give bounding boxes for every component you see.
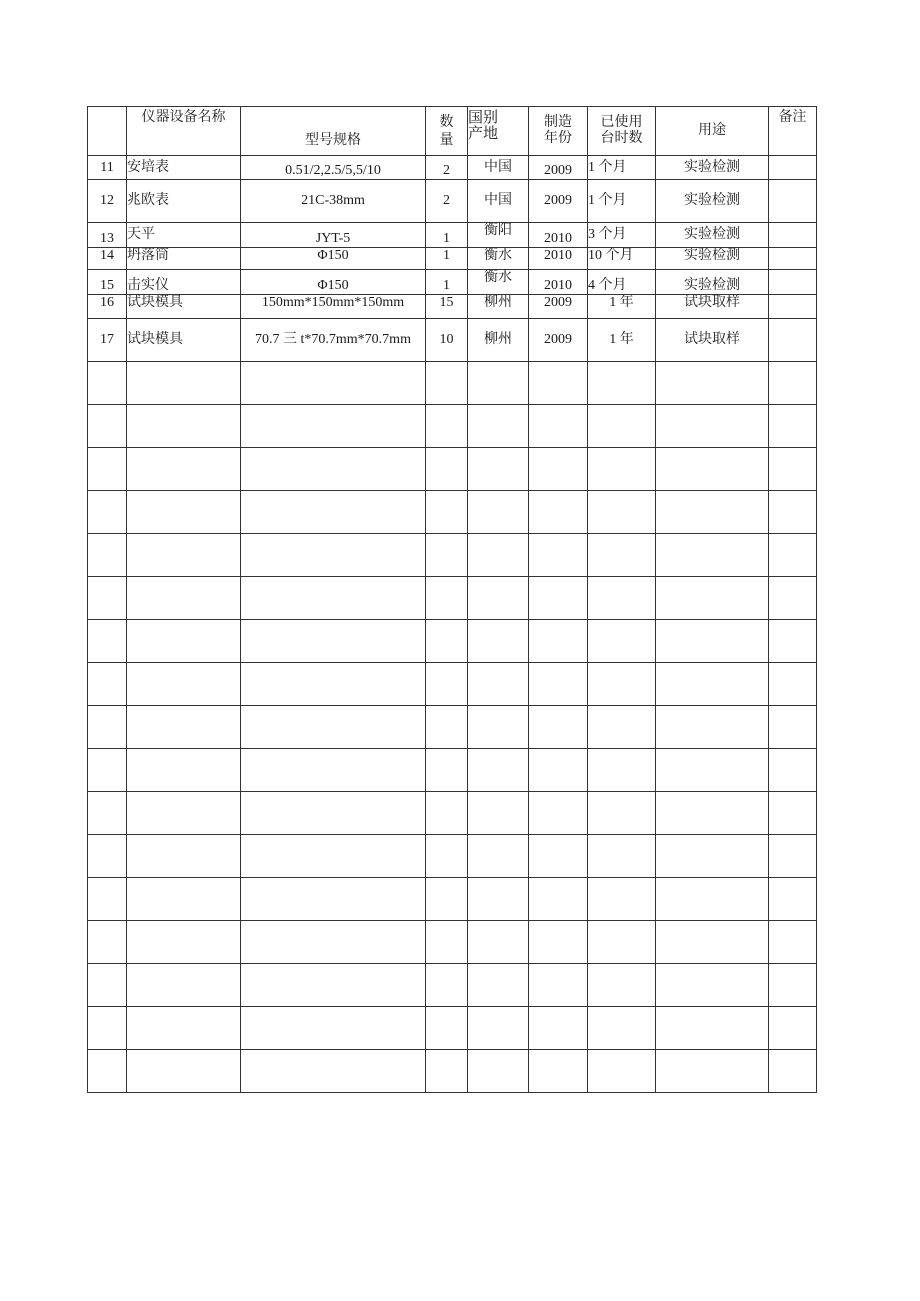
header-origin-line1: 国别 [468, 109, 499, 126]
empty-cell [588, 448, 656, 491]
empty-cell [656, 792, 769, 835]
empty-cell [588, 491, 656, 534]
empty-cell [588, 620, 656, 663]
header-used-line1: 已使用 [600, 115, 643, 130]
empty-cell [468, 964, 529, 1007]
empty-cell [656, 405, 769, 448]
cell-name: 坍落筒 [127, 248, 241, 270]
empty-cell [88, 491, 127, 534]
empty-cell [529, 534, 588, 577]
empty-cell [588, 878, 656, 921]
empty-cell [769, 1050, 817, 1093]
empty-cell [426, 620, 468, 663]
empty-cell [769, 405, 817, 448]
empty-cell [426, 491, 468, 534]
header-origin-line2: 产地 [468, 125, 499, 142]
empty-cell [529, 663, 588, 706]
empty-cell [529, 577, 588, 620]
empty-cell [241, 620, 426, 663]
empty-cell [769, 663, 817, 706]
empty-table-row [88, 1007, 817, 1050]
empty-cell [88, 921, 127, 964]
cell-used: 10 个月 [588, 248, 656, 270]
empty-cell [426, 1007, 468, 1050]
header-year-line1: 制造 [544, 115, 572, 130]
empty-cell [426, 534, 468, 577]
cell-name: 安培表 [127, 156, 241, 180]
cell-purpose: 实验检测 [656, 223, 769, 248]
empty-cell [468, 534, 529, 577]
cell-no: 13 [88, 223, 127, 248]
empty-cell [769, 921, 817, 964]
empty-cell [769, 1007, 817, 1050]
empty-cell [588, 706, 656, 749]
empty-cell [88, 835, 127, 878]
cell-year: 2009 [529, 156, 588, 180]
empty-cell [656, 1007, 769, 1050]
empty-cell [588, 405, 656, 448]
cell-year: 2010 [529, 223, 588, 248]
empty-cell [241, 1007, 426, 1050]
header-qty-line1: 数 [439, 115, 454, 130]
header-year-line2: 年份 [544, 131, 572, 146]
cell-year: 2009 [529, 319, 588, 362]
empty-cell [127, 1050, 241, 1093]
empty-cell [127, 749, 241, 792]
empty-table-row [88, 663, 817, 706]
cell-model: 21C-38mm [241, 180, 426, 223]
empty-cell [88, 577, 127, 620]
empty-table-row [88, 405, 817, 448]
empty-cell [88, 1050, 127, 1093]
cell-model: Φ150 [241, 270, 426, 295]
empty-cell [127, 921, 241, 964]
cell-qty: 2 [426, 180, 468, 223]
empty-cell [588, 663, 656, 706]
empty-cell [468, 663, 529, 706]
empty-cell [127, 534, 241, 577]
cell-origin: 柳州 [468, 319, 529, 362]
empty-cell [88, 620, 127, 663]
empty-cell [241, 663, 426, 706]
empty-cell [529, 405, 588, 448]
empty-table-row [88, 792, 817, 835]
empty-cell [241, 577, 426, 620]
empty-cell [769, 964, 817, 1007]
empty-cell [656, 577, 769, 620]
header-year [529, 107, 588, 156]
cell-purpose: 试块取样 [656, 319, 769, 362]
empty-cell [127, 362, 241, 405]
empty-cell [127, 792, 241, 835]
cell-used: 1 年 [588, 319, 656, 362]
empty-cell [241, 362, 426, 405]
empty-cell [656, 620, 769, 663]
header-origin [468, 107, 529, 156]
empty-table-row [88, 1050, 817, 1093]
empty-cell [468, 835, 529, 878]
equipment-table [87, 106, 817, 1093]
table-row [88, 295, 817, 319]
table-row [88, 180, 817, 223]
cell-origin: 中国 [468, 156, 529, 180]
empty-cell [426, 663, 468, 706]
empty-cell [656, 491, 769, 534]
empty-cell [529, 448, 588, 491]
empty-cell [656, 534, 769, 577]
empty-cell [241, 1050, 426, 1093]
empty-cell [426, 448, 468, 491]
cell-qty: 2 [426, 156, 468, 180]
cell-remarks [769, 156, 817, 180]
cell-no: 11 [88, 156, 127, 180]
empty-table-row [88, 878, 817, 921]
table-row [88, 156, 817, 180]
cell-purpose: 实验检测 [656, 270, 769, 295]
table-row [88, 270, 817, 295]
cell-origin: 柳州 [468, 295, 529, 319]
empty-cell [241, 405, 426, 448]
empty-cell [127, 577, 241, 620]
cell-qty: 10 [426, 319, 468, 362]
empty-cell [127, 964, 241, 1007]
empty-cell [426, 792, 468, 835]
empty-cell [529, 792, 588, 835]
cell-purpose: 试块取样 [656, 295, 769, 319]
empty-cell [656, 1050, 769, 1093]
table-row [88, 223, 817, 248]
table-row [88, 248, 817, 270]
empty-table-row [88, 749, 817, 792]
empty-cell [769, 620, 817, 663]
empty-cell [468, 620, 529, 663]
empty-cell [88, 749, 127, 792]
empty-table-row [88, 620, 817, 663]
cell-remarks [769, 223, 817, 248]
empty-cell [127, 663, 241, 706]
empty-cell [769, 749, 817, 792]
header-no [88, 107, 127, 156]
empty-table-row [88, 577, 817, 620]
empty-cell [127, 706, 241, 749]
cell-purpose: 实验检测 [656, 180, 769, 223]
header-remarks: 备注 [769, 107, 817, 156]
empty-table-row [88, 534, 817, 577]
header-qty [426, 107, 468, 156]
cell-used: 1 年 [588, 295, 656, 319]
cell-year: 2010 [529, 270, 588, 295]
empty-table-row [88, 921, 817, 964]
empty-table-row [88, 362, 817, 405]
empty-cell [769, 448, 817, 491]
cell-model: 150mm*150mm*150mm [241, 295, 426, 319]
cell-remarks [769, 248, 817, 270]
cell-no: 17 [88, 319, 127, 362]
empty-cell [468, 1050, 529, 1093]
table-row [88, 319, 817, 362]
header-name: 仪器设备名称 [127, 107, 241, 156]
empty-cell [529, 964, 588, 1007]
empty-cell [468, 706, 529, 749]
header-model: 型号规格 [241, 107, 426, 156]
cell-qty: 1 [426, 223, 468, 248]
cell-name: 试块模具 [127, 295, 241, 319]
cell-qty: 15 [426, 295, 468, 319]
header-used [588, 107, 656, 156]
cell-model: Φ150 [241, 248, 426, 270]
empty-cell [656, 448, 769, 491]
cell-used: 4 个月 [588, 270, 656, 295]
empty-cell [529, 921, 588, 964]
cell-year: 2009 [529, 295, 588, 319]
empty-cell [241, 448, 426, 491]
empty-cell [656, 921, 769, 964]
empty-table-row [88, 448, 817, 491]
empty-cell [588, 835, 656, 878]
empty-cell [88, 405, 127, 448]
cell-origin: 中国 [468, 180, 529, 223]
empty-cell [88, 792, 127, 835]
empty-cell [426, 878, 468, 921]
empty-cell [426, 921, 468, 964]
empty-cell [127, 405, 241, 448]
empty-cell [656, 749, 769, 792]
empty-cell [529, 878, 588, 921]
empty-cell [241, 749, 426, 792]
cell-model: 70.7 三 t*70.7mm*70.7mm [241, 319, 426, 362]
empty-cell [88, 964, 127, 1007]
empty-cell [656, 362, 769, 405]
empty-cell [241, 491, 426, 534]
cell-origin: 衡阳 [468, 223, 529, 248]
empty-cell [88, 448, 127, 491]
empty-cell [588, 362, 656, 405]
empty-cell [127, 448, 241, 491]
cell-remarks [769, 270, 817, 295]
empty-cell [769, 534, 817, 577]
empty-cell [88, 878, 127, 921]
empty-cell [588, 792, 656, 835]
empty-cell [529, 491, 588, 534]
empty-cell [468, 491, 529, 534]
cell-origin: 衡水 [468, 248, 529, 270]
empty-cell [241, 792, 426, 835]
empty-cell [426, 362, 468, 405]
empty-cell [529, 1050, 588, 1093]
empty-cell [241, 835, 426, 878]
empty-cell [468, 749, 529, 792]
empty-cell [468, 921, 529, 964]
header-qty-line2: 量 [439, 131, 454, 147]
empty-table-row [88, 964, 817, 1007]
empty-cell [769, 491, 817, 534]
empty-cell [769, 792, 817, 835]
cell-remarks [769, 180, 817, 223]
empty-cell [529, 1007, 588, 1050]
cell-name: 击实仪 [127, 270, 241, 295]
empty-cell [588, 577, 656, 620]
empty-cell [468, 405, 529, 448]
cell-no: 14 [88, 248, 127, 270]
empty-cell [769, 577, 817, 620]
cell-remarks [769, 295, 817, 319]
cell-no: 15 [88, 270, 127, 295]
empty-cell [426, 835, 468, 878]
empty-cell [529, 362, 588, 405]
cell-name: 兆欧表 [127, 180, 241, 223]
cell-origin: 衡水 [468, 270, 529, 295]
empty-cell [426, 749, 468, 792]
empty-cell [769, 878, 817, 921]
cell-used: 3 个月 [588, 223, 656, 248]
empty-cell [769, 706, 817, 749]
empty-table-row [88, 491, 817, 534]
cell-purpose: 实验检测 [656, 156, 769, 180]
empty-cell [88, 663, 127, 706]
empty-cell [769, 362, 817, 405]
empty-cell [529, 706, 588, 749]
cell-qty: 1 [426, 248, 468, 270]
header-used-line2: 台时数 [600, 131, 643, 146]
empty-cell [468, 1007, 529, 1050]
empty-cell [656, 663, 769, 706]
empty-cell [88, 1007, 127, 1050]
empty-cell [241, 964, 426, 1007]
empty-cell [656, 964, 769, 1007]
cell-year: 2010 [529, 248, 588, 270]
cell-year: 2009 [529, 180, 588, 223]
empty-cell [127, 620, 241, 663]
cell-purpose: 实验检测 [656, 248, 769, 270]
empty-cell [588, 534, 656, 577]
empty-cell [426, 1050, 468, 1093]
empty-cell [468, 448, 529, 491]
cell-no: 12 [88, 180, 127, 223]
empty-cell [529, 835, 588, 878]
empty-table-row [88, 706, 817, 749]
empty-cell [127, 1007, 241, 1050]
cell-qty: 1 [426, 270, 468, 295]
cell-model: 0.51/2,2.5/5,5/10 [241, 156, 426, 180]
empty-cell [588, 964, 656, 1007]
empty-cell [426, 706, 468, 749]
empty-cell [529, 620, 588, 663]
header-row [88, 107, 817, 156]
cell-remarks [769, 319, 817, 362]
empty-cell [88, 362, 127, 405]
empty-cell [588, 921, 656, 964]
empty-cell [529, 749, 588, 792]
empty-cell [656, 835, 769, 878]
cell-used: 1 个月 [588, 156, 656, 180]
empty-cell [656, 878, 769, 921]
empty-cell [241, 534, 426, 577]
cell-name: 天平 [127, 223, 241, 248]
empty-cell [241, 706, 426, 749]
empty-table-row [88, 835, 817, 878]
empty-cell [241, 878, 426, 921]
empty-cell [468, 577, 529, 620]
empty-cell [88, 706, 127, 749]
empty-cell [588, 1050, 656, 1093]
cell-no: 16 [88, 295, 127, 319]
empty-cell [127, 835, 241, 878]
empty-cell [88, 534, 127, 577]
empty-cell [127, 491, 241, 534]
empty-cell [426, 964, 468, 1007]
empty-cell [468, 878, 529, 921]
cell-name: 试块模具 [127, 319, 241, 362]
empty-cell [426, 405, 468, 448]
empty-cell [127, 878, 241, 921]
empty-cell [426, 577, 468, 620]
cell-model: JYT-5 [241, 223, 426, 248]
empty-cell [241, 921, 426, 964]
empty-cell [588, 749, 656, 792]
empty-cell [468, 362, 529, 405]
empty-cell [468, 792, 529, 835]
empty-cell [769, 835, 817, 878]
header-purpose: 用途 [656, 107, 769, 156]
empty-cell [588, 1007, 656, 1050]
empty-cell [656, 706, 769, 749]
cell-used: 1 个月 [588, 180, 656, 223]
